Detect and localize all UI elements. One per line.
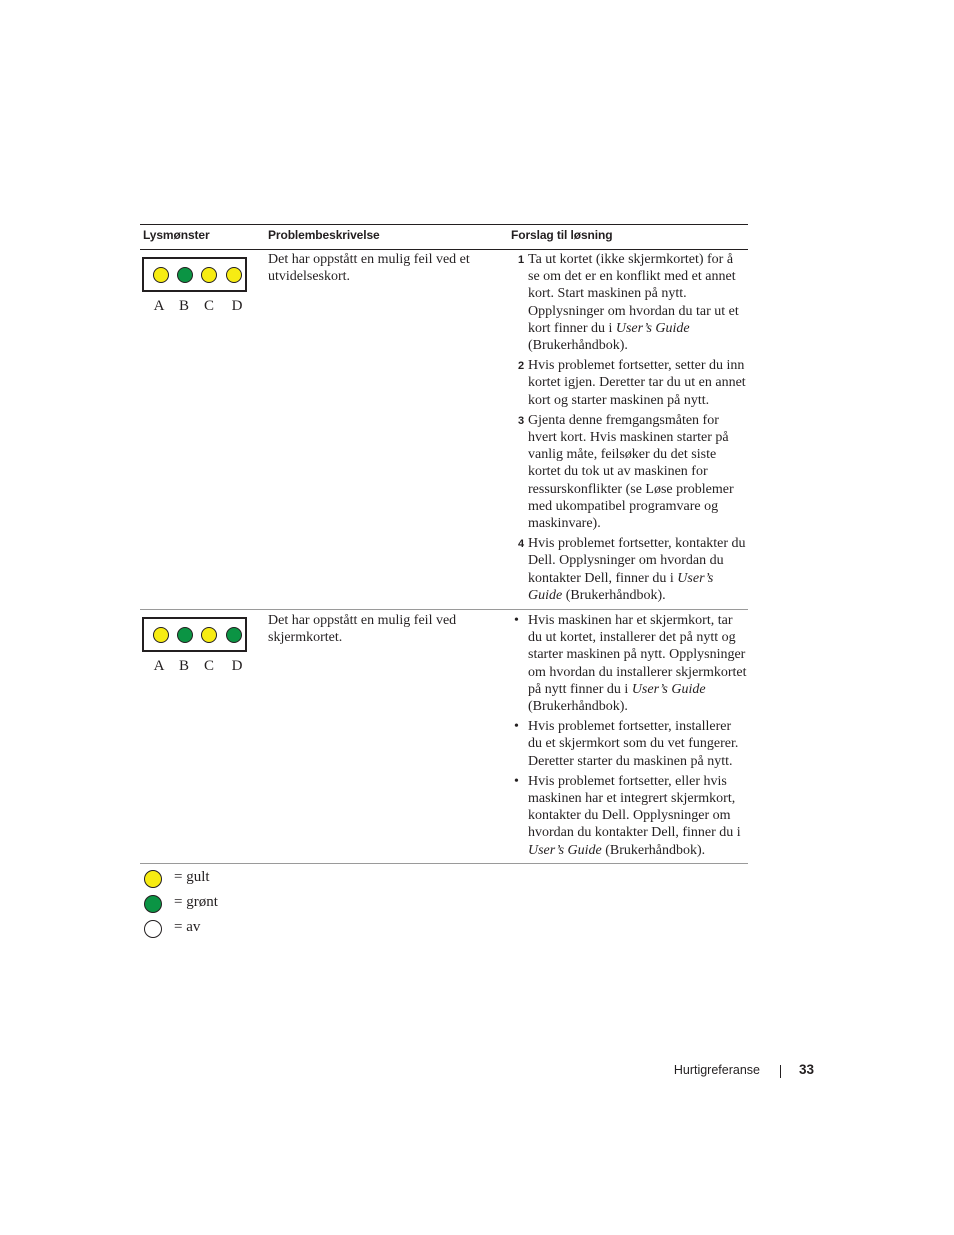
step-text: (Brukerhåndbok). [601,842,706,858]
solution-step [510,357,748,409]
header-description: Problembeskrivelse [268,228,380,242]
light-label: B [178,298,189,314]
footer-section-title: Hurtigreferanse [673,1063,760,1077]
yellow-light-icon [144,870,162,888]
light-labels-row-1 [142,298,247,316]
problem-description-row-2: Det har oppstått en mulig feil ved skjermkortet. [268,613,457,646]
problem-description-row-1: Det har oppstått en mulig feil ved et utvidelseskort. [268,252,470,285]
solution-step [510,773,748,859]
step-text: Hvis problemet fortsetter, setter du inn kortet igjen. Deretter tar du ut en annet kort og starter maskinen på nytt. [528,358,746,408]
manual-title: User’s Guide [528,570,714,603]
light-c-indicator [201,267,217,283]
light-pattern-row-1 [142,257,247,292]
green-light-icon [144,895,162,913]
step-marker: • [514,719,519,735]
light-label: A [153,298,165,314]
off-light-icon [144,920,162,938]
solution-step [510,412,748,532]
step-marker: 2 [518,360,525,373]
light-label: B [178,658,189,674]
light-label: D [231,658,243,674]
solution-step [510,251,748,354]
manual-title: User’s Guide [615,320,690,336]
solution-step [510,535,748,604]
legend-text: = gult [174,869,210,885]
light-a-indicator [153,627,169,643]
solution-list-row-1 [510,251,748,607]
light-label: A [153,658,165,674]
step-text: Hvis problemet fortsetter, kontakter du Dell. Opplysninger om hvordan du kontakter Dell, finner du i [528,536,746,586]
step-text: (Brukerhåndbok). [562,587,666,603]
light-label: C [203,658,214,674]
header-bottom-rule [140,249,748,250]
header-solution: Forslag til løsning [511,228,613,242]
solution-step [510,718,748,770]
row-divider [140,609,748,610]
light-c-indicator [201,627,217,643]
legend-text: = grønt [174,894,218,910]
header-pattern: Lysmønster [143,228,210,242]
light-d-indicator [226,627,242,643]
page-footer [600,1062,814,1082]
light-b-indicator [177,627,193,643]
step-text: Hvis problemet fortsetter, installerer du et skjermkort som du vet fungerer. Deretter starter du maskinen på nytt. [528,719,739,769]
light-label: D [231,298,243,314]
step-text: Hvis maskinen har et skjermkort, tar du ut kortet, installerer det på nytt og starter maskinen på nytt. Opplysninger om hvordan du installerer skjermkortet på nytt finner du i [528,613,747,697]
step-text: (Brukerhåndbok). [528,699,628,715]
light-pattern-row-2 [142,617,247,652]
step-marker: 3 [518,414,525,427]
footer-separator [780,1065,781,1078]
legend-text: = av [174,919,201,935]
step-marker: 1 [518,254,525,266]
step-marker: 4 [518,538,525,551]
solution-step [510,612,748,715]
light-a-indicator [153,267,169,283]
step-text: (Brukerhåndbok). [528,338,628,354]
step-text: Hvis problemet fortsetter, eller hvis maskinen har et integrert skjermkort, kontakter du Dell. Opplysninger om hvordan du kontakter Dell, finner du i [528,773,741,841]
solution-list-row-2 [510,612,748,862]
page-number: 33 [798,1062,814,1077]
step-marker: • [514,613,519,628]
table-bottom-rule [140,863,748,864]
step-text: Gjenta denne fremgangsmåten for hvert kort. Hvis maskinen starter på vanlig måte, feilsøker du det siste kortet du tok ut av maskinen for ressurskonflikter (se Løse problemer med ukompatibel programvare og maskinvare). [528,412,734,532]
light-label: C [203,298,214,314]
light-labels-row-2 [142,658,247,676]
light-b-indicator [177,267,193,283]
step-marker: • [514,773,519,789]
manual-title: User’s Guide [528,842,602,858]
table-top-rule [140,224,748,225]
manual-title: User’s Guide [631,681,706,697]
step-text: Ta ut kortet (ikke skjermkortet) for å se om det er en konflikt med et annet kort. Start maskinen på nytt. Opplysninger om hvordan du tar ut et kort finner du i [528,252,739,336]
light-d-indicator [226,267,242,283]
